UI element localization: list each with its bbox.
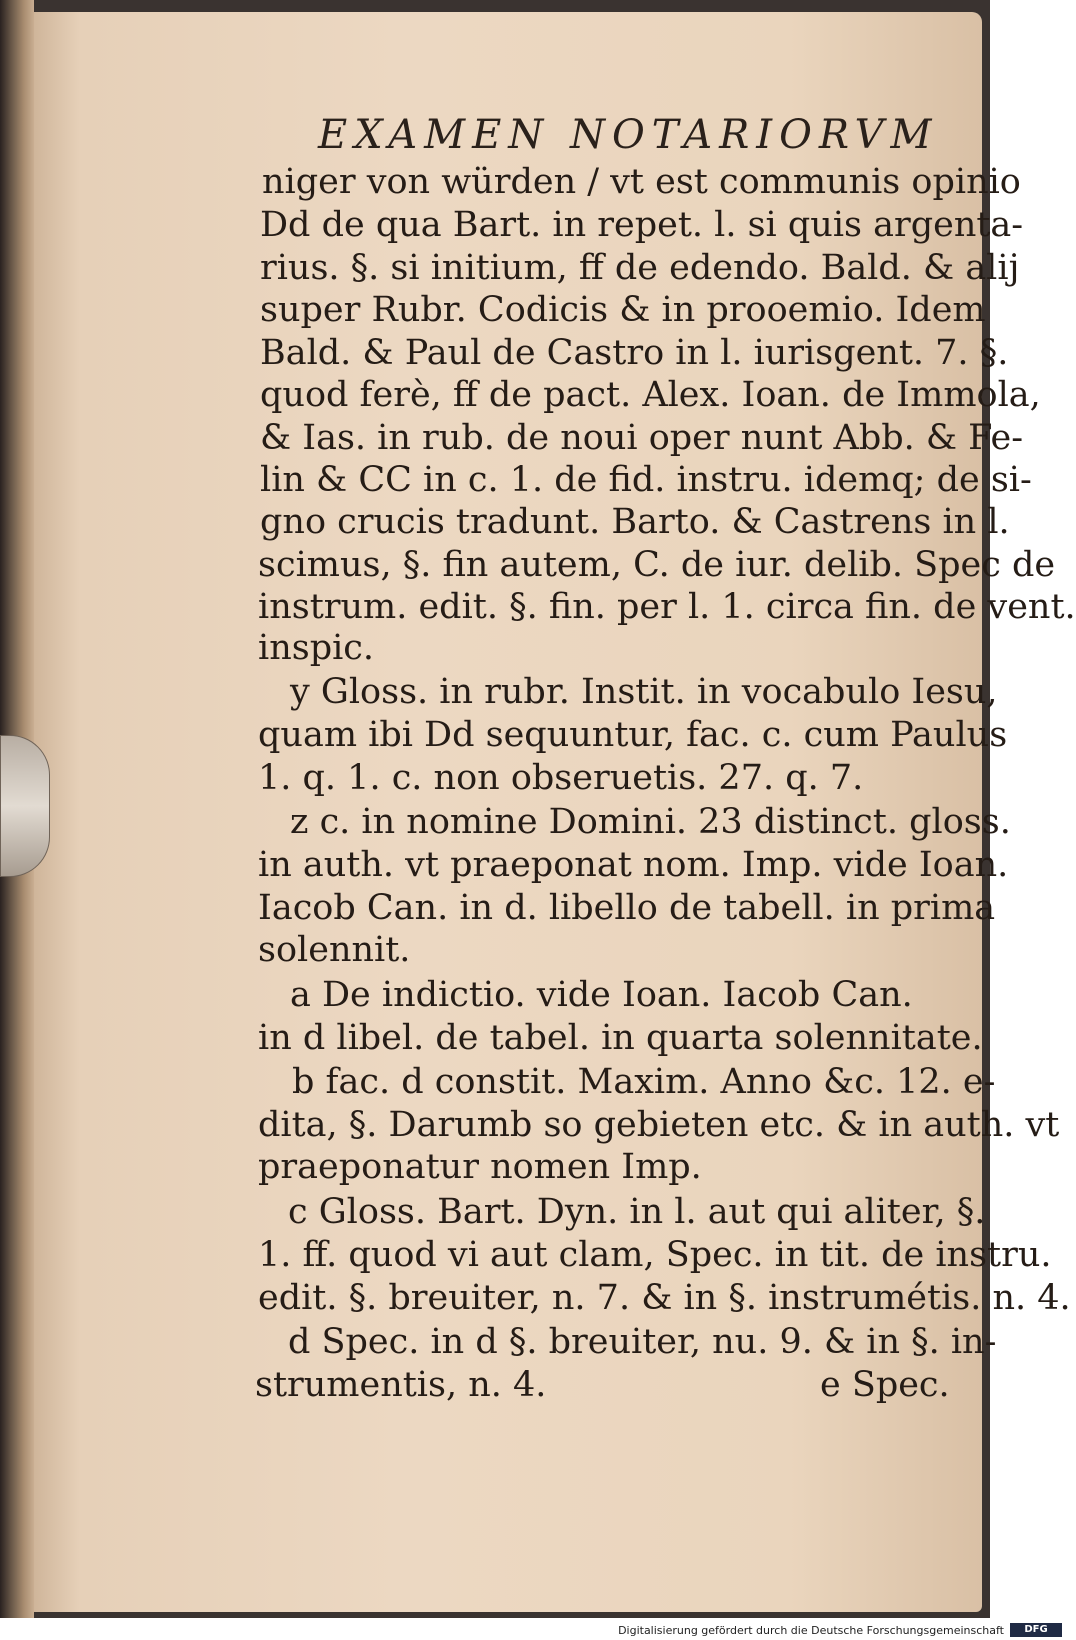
text-line: & Ias. in rub. de noui oper nunt Abb. & Fe- [260,418,1024,458]
catchword: e Spec. [820,1365,950,1405]
text-line: gno crucis tradunt. Barto. & Castrens in l. [260,502,1010,542]
text-line: dita, §. Darumb so gebieten etc. & in auth. vt [258,1105,1060,1145]
text-line: quod ferè, ff de pact. Alex. Ioan. de Immola, [260,375,1041,415]
clasp-image [0,735,50,877]
text-line: Bald. & Paul de Castro in l. iurisgent. 7. §. [260,333,1009,373]
text-line: in auth. vt praeponat nom. Imp. vide Ioan. [258,845,1009,885]
text-line: c Gloss. Bart. Dyn. in l. aut qui aliter, §. [288,1192,986,1232]
text-line: Iacob Can. in d. libello de tabell. in prima [258,888,996,928]
text-line: instrum. edit. §. fin. per l. 1. circa fin. de vent. [258,587,1076,627]
text-line: 1. ff. quod vi aut clam, Spec. in tit. de instru. [258,1235,1052,1275]
text-line: quam ibi Dd sequuntur, fac. c. cum Paulus [258,715,1008,755]
text-line: in d libel. de tabel. in quarta solennitate. [258,1018,983,1058]
text-line: solennit. [258,930,411,970]
text-line: praeponatur nomen Imp. [258,1147,702,1187]
text-line: lin & CC in c. 1. de fid. instru. idemq; de si- [260,460,1032,500]
footer-credit: Digitalisierung gefördert durch die Deutsche Forschungsgemeinschaft [618,1624,1004,1637]
text-line: 1. q. 1. c. non obseruetis. 27. q. 7. [258,758,864,798]
text-line: a De indictio. vide Ioan. Iacob Can. [290,975,913,1015]
text-line: z c. in nomine Domini. 23 distinct. gloss. [290,802,1011,842]
text-line: strumentis, n. 4. [255,1365,547,1405]
running-header: EXAMEN NOTARIORVM [318,112,939,158]
text-line: rius. §. si initium, ff de edendo. Bald. & alij [260,248,1020,288]
text-line: niger von würden / vt est communis opinio [262,162,1021,202]
text-line: Dd de qua Bart. in repet. l. si quis argenta- [260,205,1024,245]
text-line: edit. §. breuiter, n. 7. & in §. instrumétis. n. 4. [258,1278,1071,1318]
text-line: b fac. d constit. Maxim. Anno &c. 12. e- [292,1062,996,1102]
dfg-logo: DFG [1010,1623,1062,1637]
text-line: y Gloss. in rubr. Instit. in vocabulo Iesu, [290,672,998,712]
text-line: inspic. [258,628,375,668]
text-line: scimus, §. fin autem, C. de iur. delib. Spec de [258,545,1056,585]
text-line: d Spec. in d §. breuiter, nu. 9. & in §. in- [288,1322,997,1362]
text-line: super Rubr. Codicis & in prooemio. Idem [260,290,986,330]
